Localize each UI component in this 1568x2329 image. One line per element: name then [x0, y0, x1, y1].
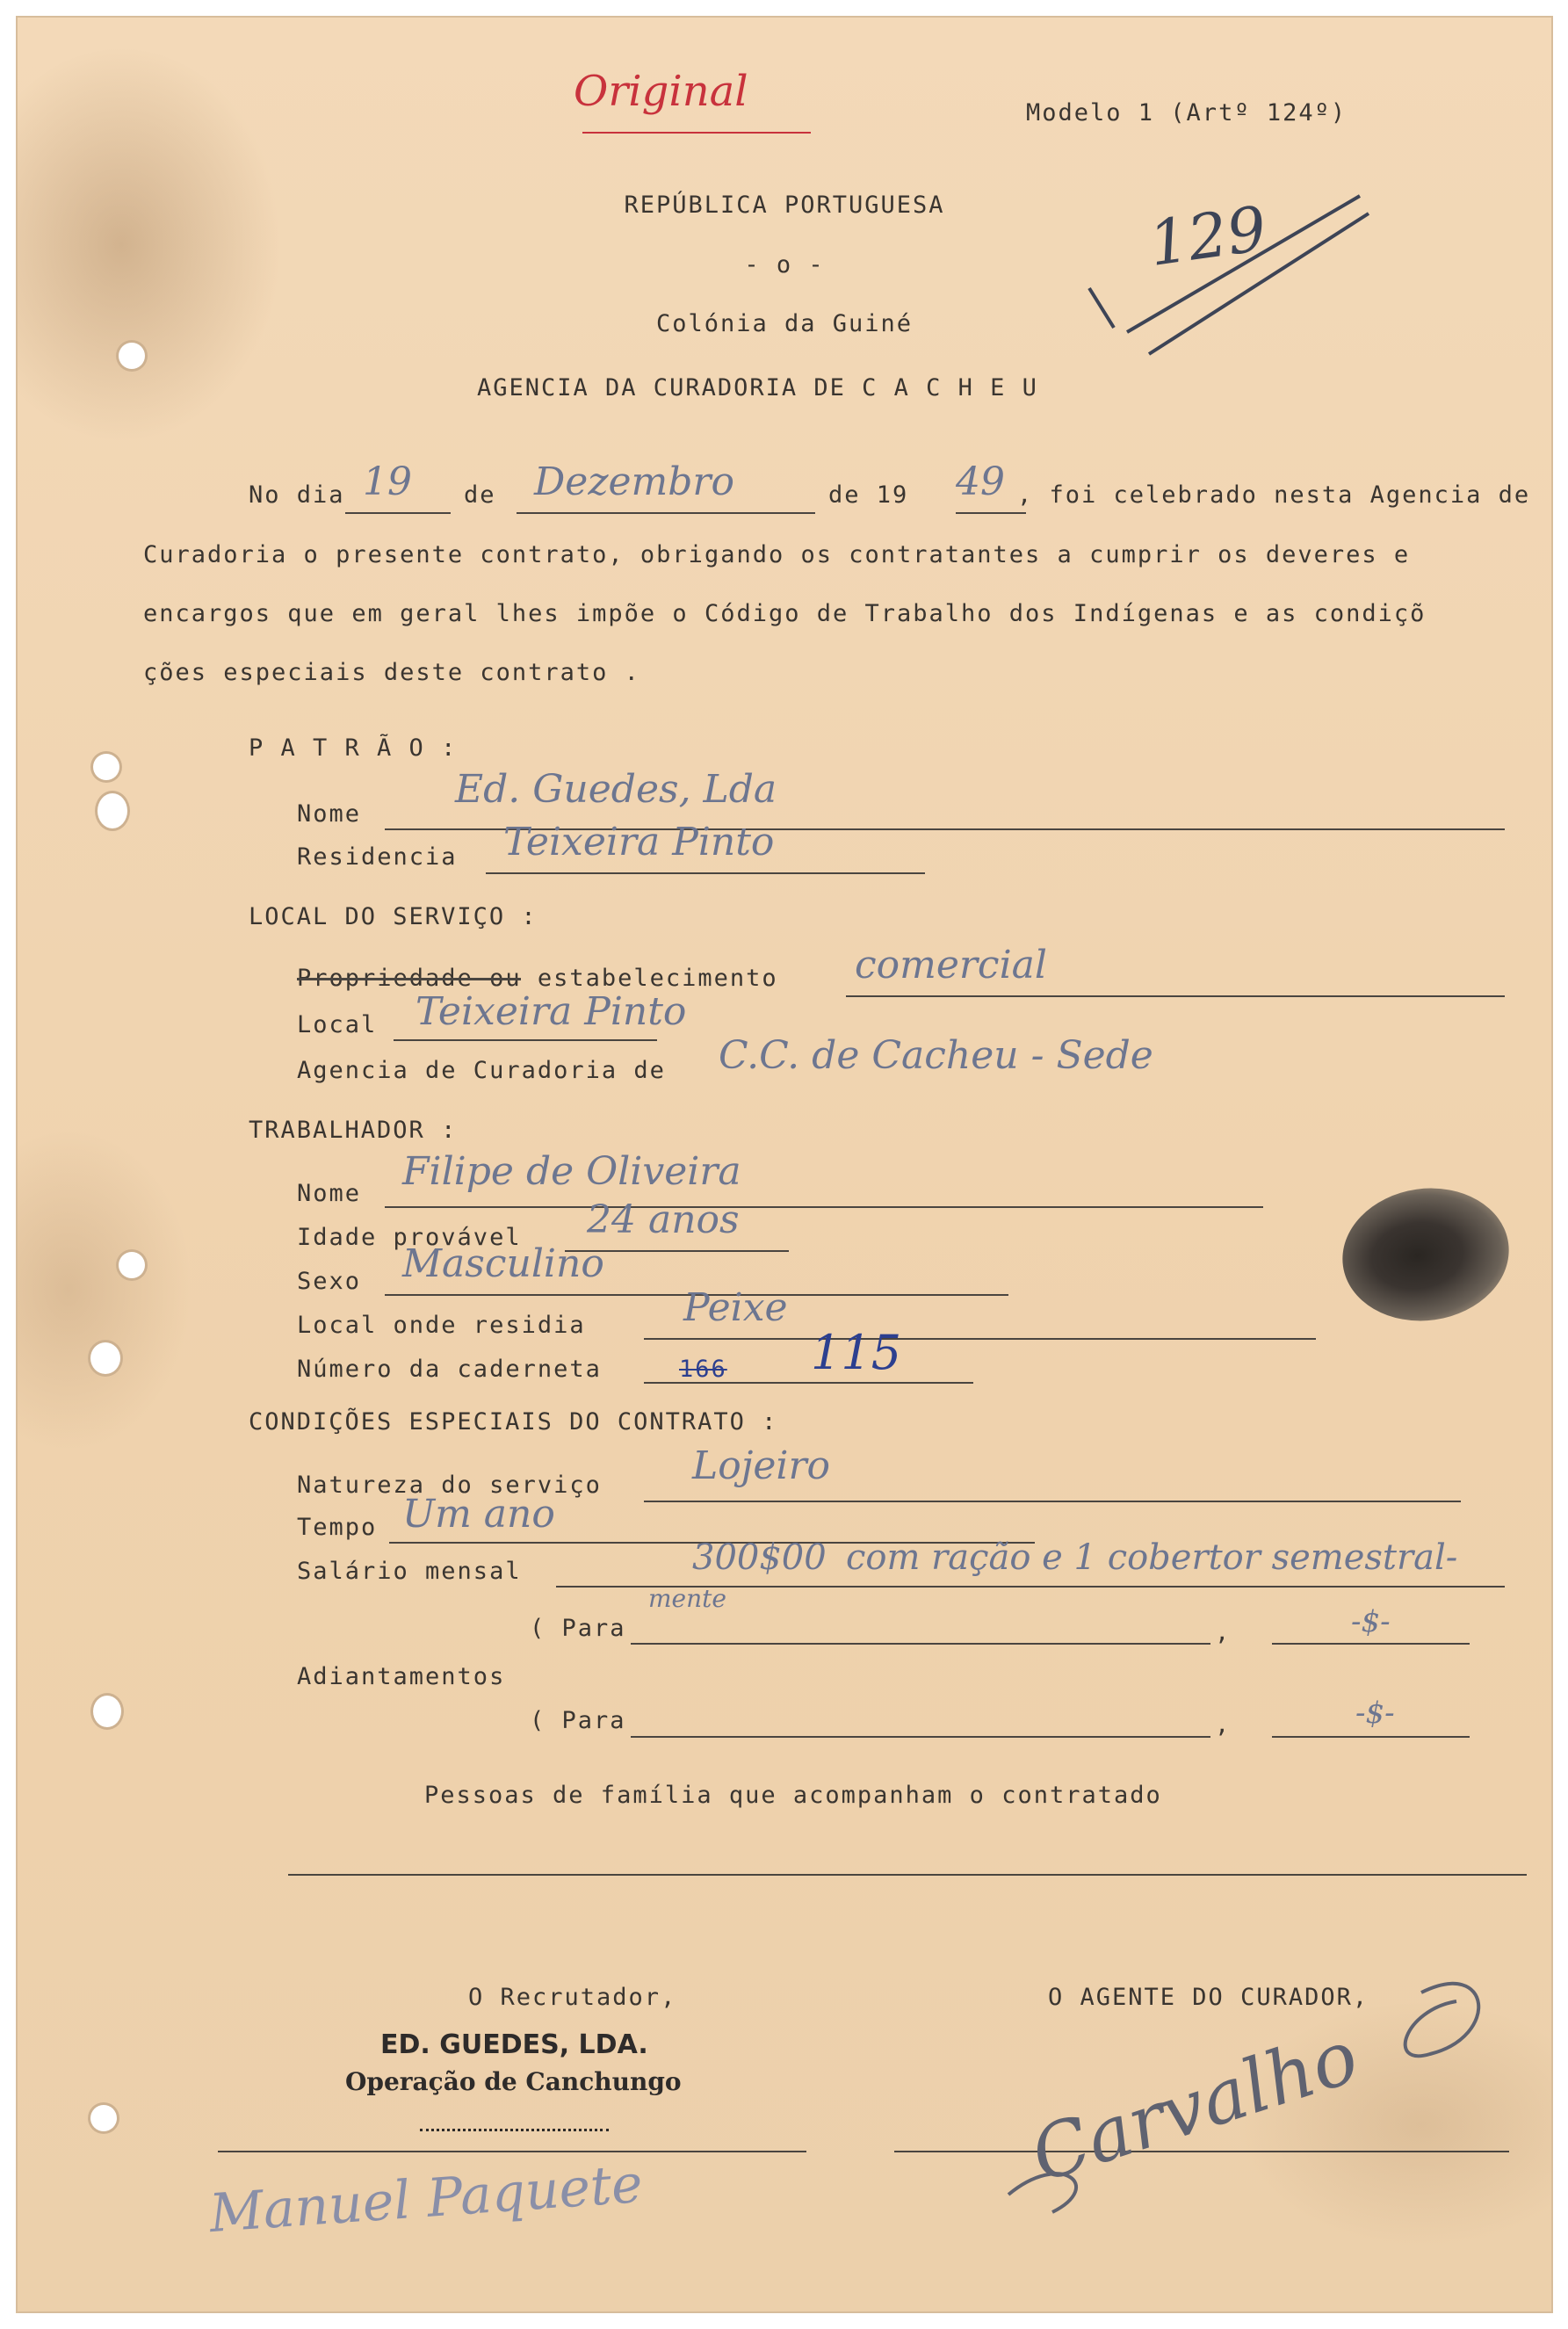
republic-title: REPÚBLICA PORTUGUESA	[624, 192, 945, 219]
punch-hole	[93, 754, 119, 780]
agencia-label: Agencia de Curadoria de	[297, 1057, 666, 1084]
original-handwritten-mark: Original	[574, 67, 748, 116]
patrao-nome-label: Nome	[297, 800, 362, 828]
company-stamp-line2: Operação de Canchungo	[345, 2067, 682, 2096]
trabalhador-nome-line	[385, 1206, 1263, 1208]
punch-hole	[93, 1696, 121, 1727]
tempo-label: Tempo	[297, 1514, 378, 1541]
punch-hole	[90, 2105, 117, 2131]
para2-label: ( Para	[530, 1707, 626, 1734]
sexo-value: Masculino	[402, 1241, 604, 1286]
intro-de-year: de 19	[828, 481, 909, 509]
para-line	[631, 1643, 1210, 1645]
document-page	[16, 16, 1553, 2313]
local-label: Local	[297, 1011, 378, 1038]
agente-signature: Carvalho	[1021, 2013, 1369, 2199]
thumbprint	[1333, 1178, 1517, 1332]
propriedade-line	[846, 995, 1505, 997]
month-line	[517, 512, 815, 514]
recrutador-signature-line	[218, 2151, 806, 2152]
recrutador-label: O Recrutador,	[468, 1984, 677, 2011]
natureza-line	[644, 1501, 1461, 1502]
original-underline	[582, 132, 811, 134]
residia-value: Peixe	[683, 1285, 788, 1330]
patrao-heading: P A T R Ã O :	[249, 734, 458, 762]
para-comma: ,	[1215, 1619, 1232, 1646]
salario-label: Salário mensal	[297, 1558, 522, 1585]
intro-month-value: Dezembro	[534, 459, 734, 504]
residia-line	[644, 1338, 1316, 1340]
punch-hole	[90, 1342, 120, 1374]
intro-de: de	[464, 481, 496, 509]
salario-value: 300$00	[692, 1537, 827, 1578]
propriedade-label: Propriedade ou estabelecimento	[297, 965, 778, 992]
model-reference: Modelo 1 (Artº 124º)	[1026, 99, 1348, 127]
document-number: 129	[1144, 192, 1271, 280]
caderneta-label: Número da caderneta	[297, 1356, 602, 1383]
intro-no-dia: No dia	[249, 481, 345, 509]
local-value: Teixeira Pinto	[415, 989, 687, 1034]
patrao-nome-value: Ed. Guedes, Lda	[455, 767, 777, 812]
patrao-residencia-label: Residencia	[297, 843, 458, 871]
sexo-label: Sexo	[297, 1268, 362, 1295]
punch-hole	[119, 1252, 145, 1278]
patrao-residencia-value: Teixeira Pinto	[503, 820, 775, 864]
familia-line	[288, 1874, 1527, 1876]
agente-signature-line	[894, 2151, 1509, 2152]
idade-label: Idade provável	[297, 1224, 522, 1251]
idade-value: 24 anos	[587, 1197, 740, 1242]
local-line	[394, 1039, 657, 1041]
intro-line1-rest: , foi celebrado nesta Agencia de	[1017, 481, 1531, 509]
patrao-residencia-line	[486, 872, 925, 874]
agency-title: AGENCIA DA CURADORIA DE C A C H E U	[477, 374, 1038, 401]
para2-amount: -$-	[1355, 1696, 1395, 1731]
number-stroke-marks	[16, 16, 1553, 2313]
caderneta-old-value: 166	[679, 1356, 727, 1383]
para-label: ( Para	[530, 1615, 626, 1642]
intro-day-value: 19	[363, 459, 412, 504]
agencia-value: C.C. de Cacheu - Sede	[719, 1033, 1153, 1078]
tempo-value: Um ano	[402, 1492, 555, 1537]
salario-note: com ração e 1 cobertor semestral-	[846, 1537, 1458, 1578]
para2-amount-line	[1272, 1736, 1470, 1738]
natureza-label: Natureza do serviço	[297, 1472, 602, 1499]
intro-line2: Curadoria o presente contrato, obrigando os contratantes a cumprir os deveres e	[143, 541, 1411, 568]
year-line	[956, 512, 1026, 514]
day-line	[345, 512, 451, 514]
condicoes-heading: CONDIÇÕES ESPECIAIS DO CONTRATO :	[249, 1408, 778, 1436]
familia-label: Pessoas de família que acompanham o contratado	[424, 1782, 1162, 1809]
para2-comma: ,	[1215, 1711, 1232, 1739]
intro-year-suffix: 49	[956, 459, 1005, 504]
residia-label: Local onde residia	[297, 1312, 586, 1339]
caderneta-value: 115	[811, 1325, 902, 1380]
intro-line3: encargos que em geral lhes impõe o Código de Trabalho dos Indígenas e as condiçõ	[143, 600, 1427, 627]
para-amount-line	[1272, 1643, 1470, 1645]
para-amount: -$-	[1351, 1604, 1391, 1639]
local-servico-heading: LOCAL DO SERVIÇO :	[249, 903, 538, 930]
propriedade-value: comercial	[855, 943, 1047, 987]
stamp-dotted-line	[420, 2129, 609, 2131]
trabalhador-heading: TRABALHADOR :	[249, 1117, 458, 1144]
propriedade-strike	[297, 978, 521, 980]
agente-signature-flourish	[16, 16, 1553, 2313]
natureza-value: Lojeiro	[692, 1443, 830, 1488]
salario-note-continued: mente	[648, 1584, 726, 1613]
colony-name: Colónia da Guiné	[655, 310, 914, 337]
agente-label: O AGENTE DO CURADOR,	[1048, 1984, 1369, 2011]
punch-hole	[119, 343, 145, 369]
intro-line4: ções especiais deste contrato .	[143, 659, 640, 686]
para2-line	[631, 1736, 1210, 1738]
adiantamentos-label: Adiantamentos	[297, 1663, 506, 1690]
punch-hole	[98, 793, 127, 828]
trabalhador-nome-label: Nome	[297, 1180, 362, 1207]
trabalhador-nome-value: Filipe de Oliveira	[402, 1149, 741, 1194]
company-stamp-line1: ED. GUEDES, LDA.	[380, 2029, 648, 2060]
header-separator: - o -	[744, 251, 825, 278]
recrutador-signature: Manuel Paquete	[207, 2152, 645, 2246]
